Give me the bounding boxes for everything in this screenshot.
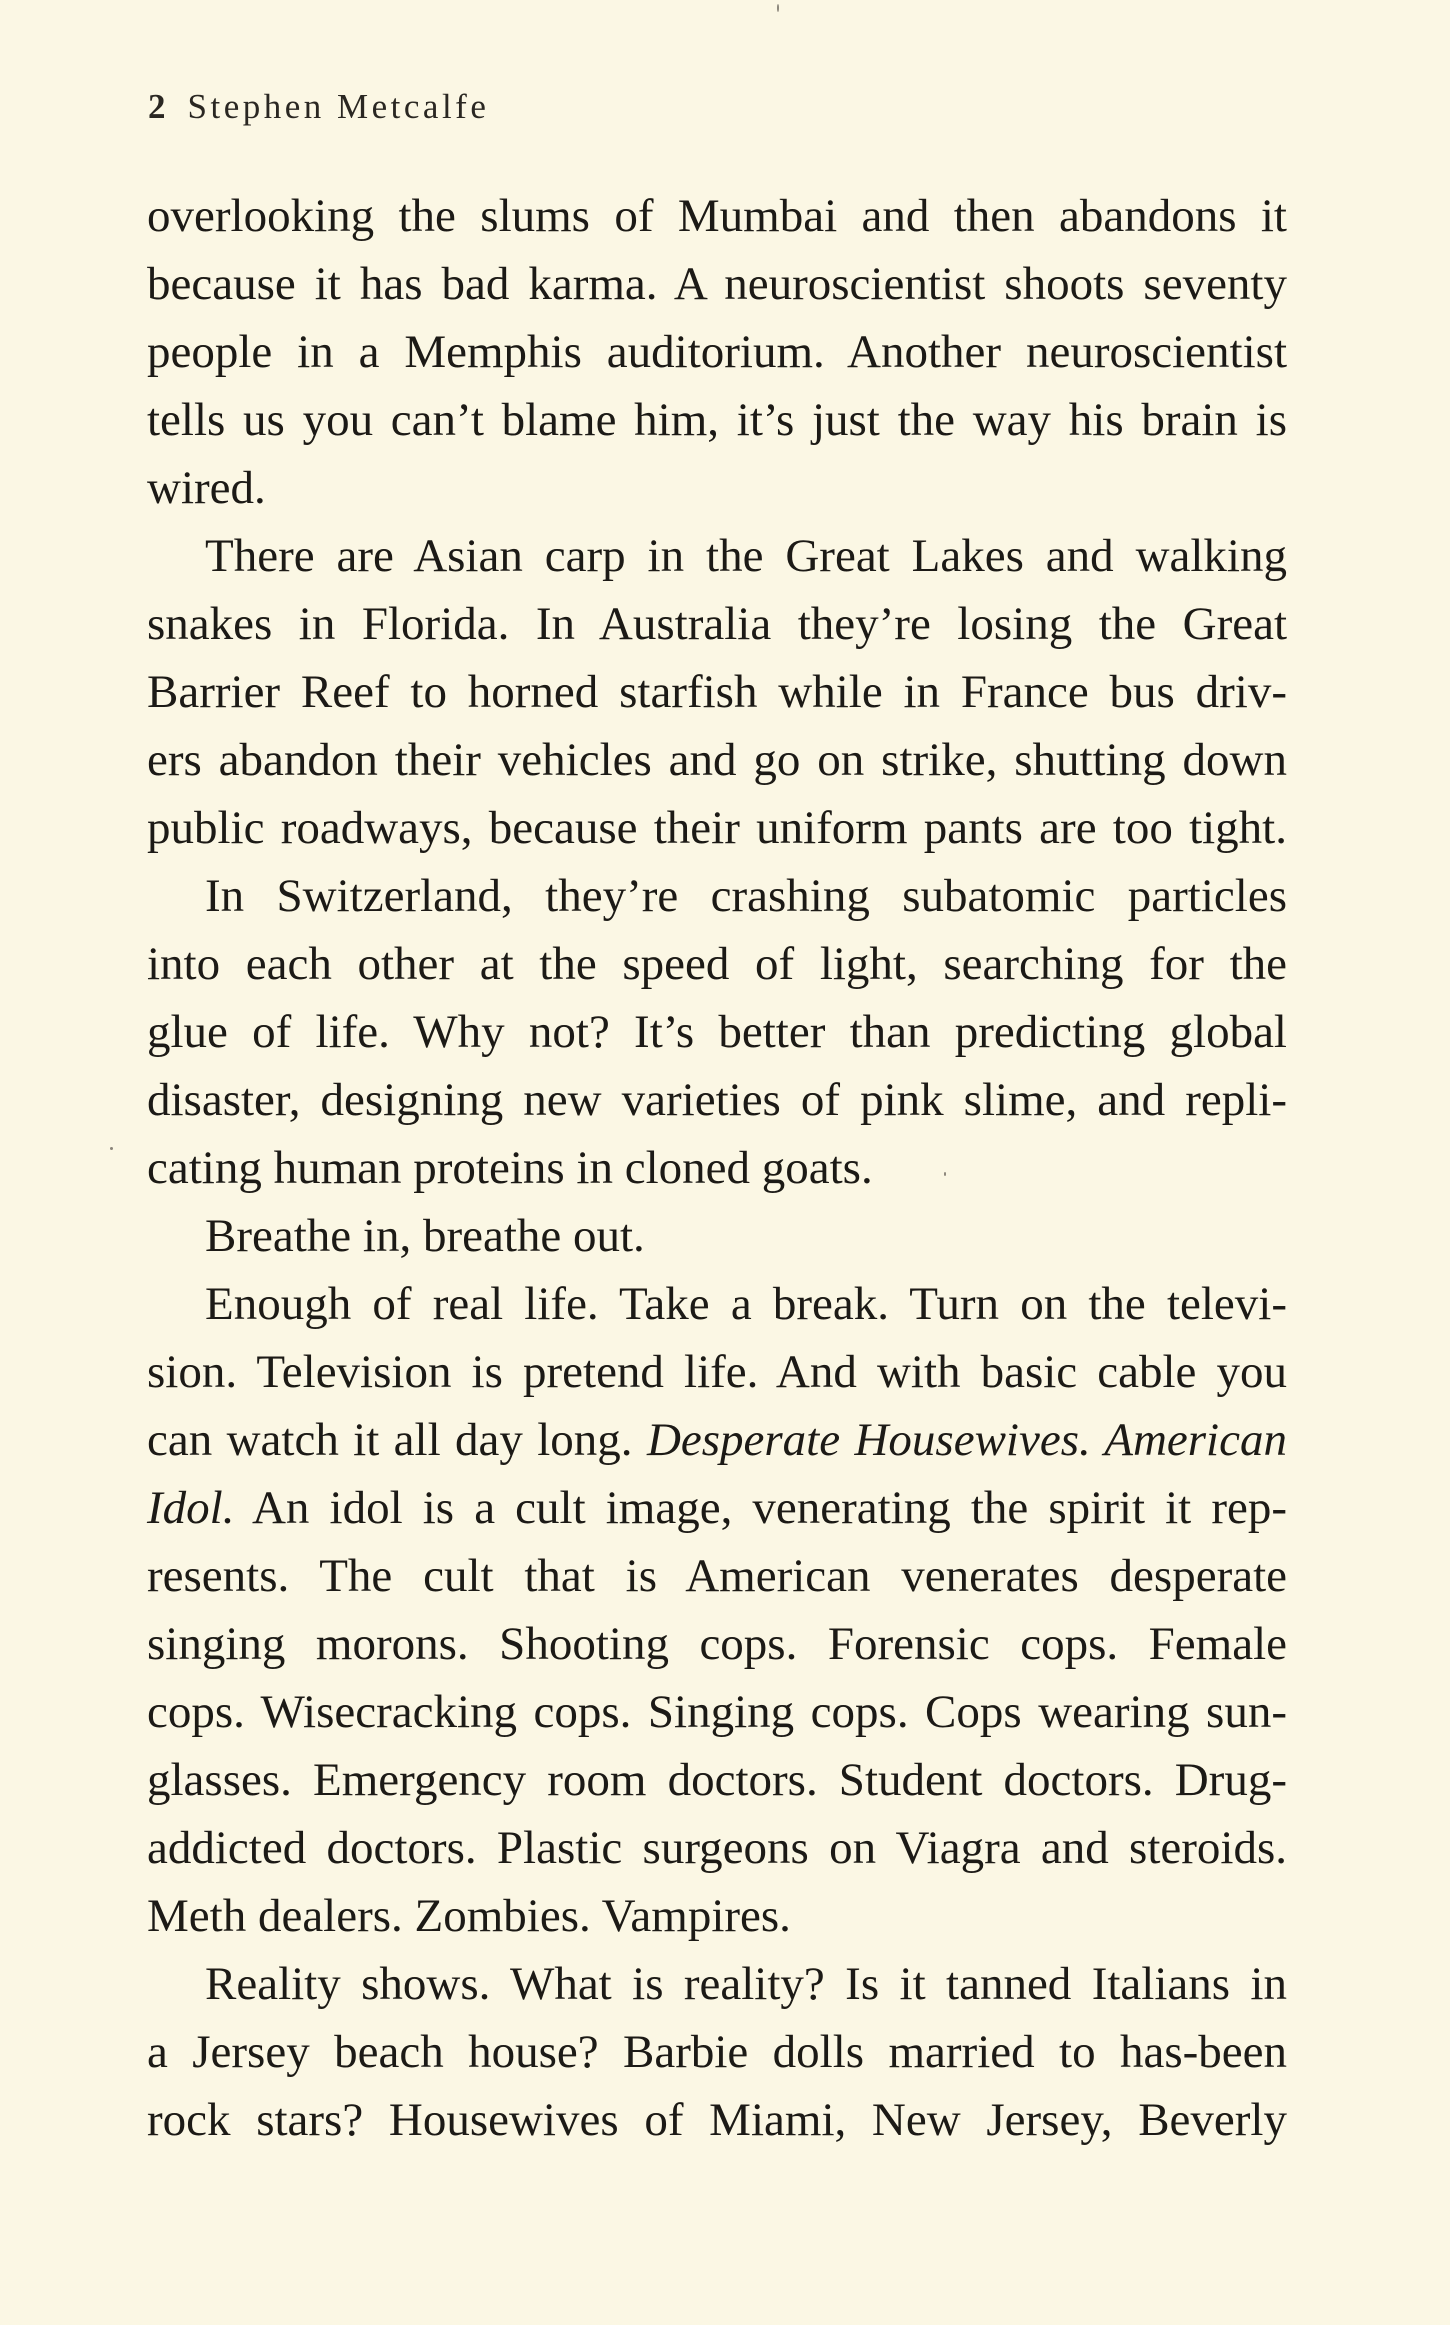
text-line: snakes in Florida. In Australia they’re losing the Great bbox=[147, 598, 1287, 650]
show-title: Idol. bbox=[147, 1482, 235, 1534]
text-line: glasses. Emergency room doctors. Student doctors. Drug- bbox=[147, 1754, 1287, 1806]
text-line: Enough of real life. Take a break. Turn on the televi- bbox=[205, 1278, 1287, 1330]
paper-speck bbox=[777, 4, 779, 12]
text-segment: can watch it all day long. bbox=[147, 1414, 633, 1466]
text-line: disaster, designing new varieties of pink slime, and repli- bbox=[147, 1074, 1287, 1126]
text-line: addicted doctors. Plastic surgeons on Viagra and steroids. bbox=[147, 1822, 1287, 1874]
text-line: because it has bad karma. A neuroscientist shoots seventy bbox=[147, 258, 1287, 310]
text-segment: An idol is a cult image, venerating the spirit it rep- bbox=[251, 1482, 1287, 1534]
text-line: Breathe in, breathe out. bbox=[205, 1210, 645, 1262]
page-number: 2 bbox=[148, 87, 166, 126]
text-line: singing morons. Shooting cops. Forensic cops. Female bbox=[147, 1618, 1287, 1670]
text-line: wired. bbox=[147, 462, 266, 514]
text-line: Reality shows. What is reality? Is it tanned Italians in bbox=[205, 1958, 1287, 2010]
text-line: cops. Wisecracking cops. Singing cops. Cops wearing sun- bbox=[147, 1686, 1287, 1738]
paper-speck bbox=[944, 1172, 946, 1176]
text-line: public roadways, because their uniform pants are too tight. bbox=[147, 802, 1287, 854]
text-line: a Jersey beach house? Barbie dolls married to has-been bbox=[147, 2026, 1287, 2078]
running-head bbox=[148, 87, 489, 127]
text-line: into each other at the speed of light, searching for the bbox=[147, 938, 1287, 990]
text-line: rock stars? Housewives of Miami, New Jersey, Beverly bbox=[147, 2094, 1287, 2146]
text-line: Meth dealers. Zombies. Vampires. bbox=[147, 1890, 791, 1942]
body-text bbox=[147, 182, 1287, 2154]
text-line: Barrier Reef to horned starfish while in France bus driv- bbox=[147, 666, 1287, 718]
text-line: cating human proteins in cloned goats. bbox=[147, 1142, 873, 1194]
author-name: Stephen Metcalfe bbox=[187, 87, 490, 126]
text-line: resents. The cult that is American venerates desperate bbox=[147, 1550, 1287, 1602]
text-line: In Switzerland, they’re crashing subatomic particles bbox=[205, 870, 1287, 922]
text-line: ers abandon their vehicles and go on strike, shutting down bbox=[147, 734, 1287, 786]
show-title: Desperate Housewives. American bbox=[646, 1414, 1287, 1466]
text-line bbox=[147, 1474, 1287, 1542]
text-line: glue of life. Why not? It’s better than predicting global bbox=[147, 1006, 1287, 1058]
paper-speck bbox=[110, 1147, 113, 1150]
text-line bbox=[147, 1406, 1287, 1474]
text-line: tells us you can’t blame him, it’s just the way his brain is bbox=[147, 394, 1287, 446]
text-line: people in a Memphis auditorium. Another neuroscientist bbox=[147, 326, 1287, 378]
text-line: overlooking the slums of Mumbai and then abandons it bbox=[147, 190, 1287, 242]
text-line: There are Asian carp in the Great Lakes and walking bbox=[205, 530, 1287, 582]
text-line: sion. Television is pretend life. And with basic cable you bbox=[147, 1346, 1287, 1398]
